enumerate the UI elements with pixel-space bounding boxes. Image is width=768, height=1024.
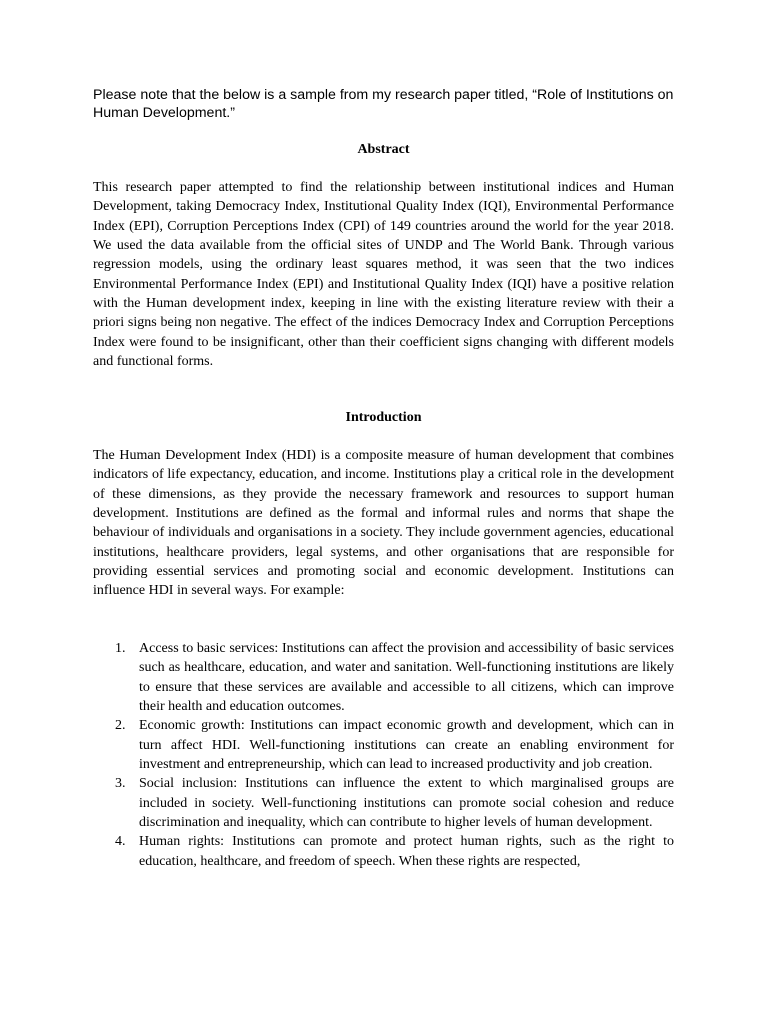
list-item-number: 4. [115, 834, 126, 850]
list-item-text: Access to basic services: Institutions can affect the provision and accessibility of basic services such as healthcare, education, and water and sanitation. Well-functioning institutions are likely to ensure that these services are available and accessible to all citizens, which can improve their health and education outcomes. [139, 641, 674, 715]
list-item-text: Economic growth: Institutions can impact economic growth and development, which can in turn affect HDI. Well-functioning institutions can create an enabling environment for investment and entrepreneurship, which can lead to increased productivity and job creation. [139, 718, 674, 773]
list-item [93, 716, 674, 774]
introduction-heading: Introduction [345, 410, 422, 425]
list-item [93, 639, 674, 716]
abstract-paragraph: This research paper attempted to find the relationship between institutional indices and Human Development, taking Democracy Index, Institutional Quality Index (IQI), Environmental Performance Index (EPI), Corruption Perceptions Index (CPI) of 149 countries around the world for the year 2018. We used the data available from the official sites of UNDP and The World Bank. Through various regression models, using the ordinary least squares method, it was seen that the two indices Environmental Performance Index (EPI) and Institutional Quality Index (IQI) have a positive relation with the Human development index, keeping in line with the existing literature review with their a priori signs being non negative. The effect of the indices Democracy Index and Corruption Perceptions Index were found to be insignificant, other than their coefficient signs changing with different models and functional forms. [93, 180, 674, 370]
list-item-number: 2. [115, 718, 126, 734]
list-item-text: Social inclusion: Institutions can influence the extent to which marginalised groups are included in society. Well-functioning institutions can promote social cohesion and reduce discrimination and inequality, which can contribute to higher levels of human development. [139, 776, 674, 831]
abstract-heading: Abstract [357, 142, 410, 157]
list-item-text: Human rights: Institutions can promote and protect human rights, such as the right to education, healthcare, and freedom of speech. When these rights are respected, [139, 834, 674, 869]
sample-note: Please note that the below is a sample from my research paper titled, “Role of Institutions on Human Development.” [93, 87, 674, 121]
list-item [93, 832, 674, 871]
list-item-number: 3. [115, 776, 126, 792]
list-item-number: 1. [115, 641, 126, 656]
introduction-paragraph: The Human Development Index (HDI) is a composite measure of human development that combines indicators of life expectancy, education, and income. Institutions play a critical role in the development of these dimensions, as they provide the necessary framework and resources to support human development. Institutions are defined as the formal and informal rules and norms that shape the behaviour of individuals and organisations in a society. They include government agencies, educational institutions, healthcare providers, legal systems, and other organisations that are responsible for providing essential services and promoting social and economic development. Institutions can influence HDI in several ways. For example: [93, 448, 674, 599]
institution-effects-list [93, 639, 674, 871]
list-item [93, 774, 674, 832]
